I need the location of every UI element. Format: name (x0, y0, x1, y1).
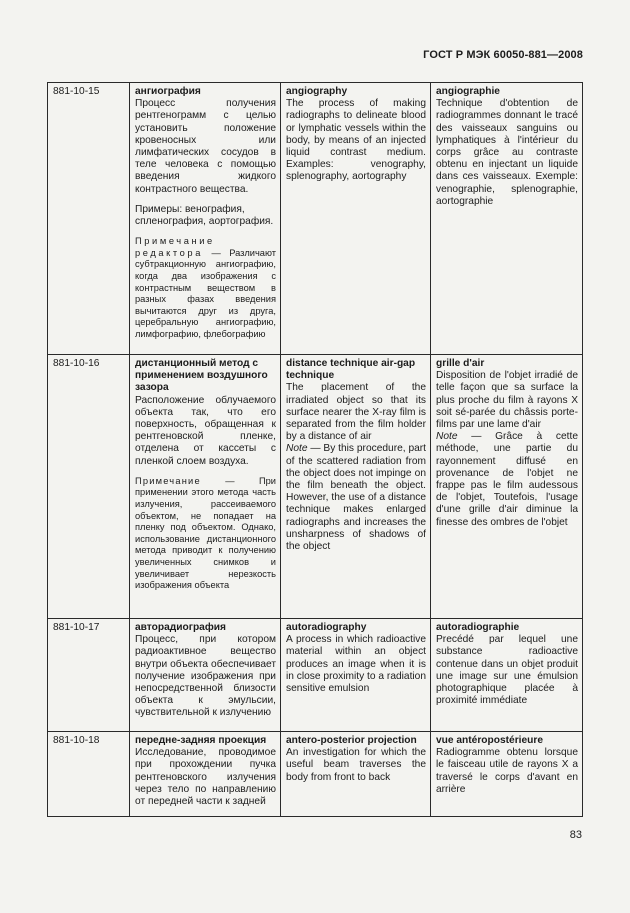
table-row (48, 355, 583, 619)
note-label: Примечание редактора (135, 236, 215, 258)
russian-cell (130, 355, 281, 619)
note-label: Примечание (135, 475, 201, 486)
term-fr: angiographie (436, 86, 500, 97)
term-number: 881-10-15 (48, 83, 130, 355)
term-en: antero-posterior projection (286, 735, 417, 746)
note-label: Note (436, 431, 458, 443)
term-fr: autoradiographie (436, 622, 520, 633)
term-number: 881-10-18 (48, 732, 130, 817)
term-fr: vue antéropostérieure (436, 735, 544, 746)
standard-designation: ГОСТ Р МЭК 60050-881—2008 (423, 49, 583, 61)
term-number: 881-10-16 (48, 355, 130, 619)
definition-fr: Radiogramme obtenu lorsque le faisceau utile de rayons X a traversé le corps d'avant en arrière (436, 747, 578, 795)
english-cell (281, 83, 431, 355)
note-en (286, 443, 426, 553)
term-number: 881-10-17 (48, 619, 130, 732)
definition-fr: Disposition de l'objet irradié de telle façon que sa surface la plus proche du film à rayons X soit sé-parée du châssis porte-films par une lame d'air (436, 370, 578, 431)
english-cell (281, 619, 431, 732)
note-text: — By this procedure, part of the scattered radiation from the object does not impinge on the film beneath the object. However, the use of a distance technique makes enlarged radiographs and increases the unsharpness of shadows of the object (286, 443, 426, 553)
definition-ru: Процесс получения рентгенограмм с целью установить положение кровеносных или лимфатических сосудов в теле человека с помощью введения жидкого контрастного вещества. (135, 98, 276, 195)
note-text: — Различают субтракционную ангиографию, когда два изображения с контрастным веществом в разных фазах введения вычитаются друг из друга, церебральную ангиографию, лимфографию, флебографию (135, 247, 276, 339)
term-ru: передне-задняя проекция (135, 735, 267, 746)
note-fr (436, 431, 578, 529)
terms-table (47, 82, 583, 817)
french-cell (431, 732, 583, 817)
definition-ru: Процесс, при котором радиоактивное вещество внутри объекта обеспечивает получение изображения при непосредственной близости объекта к эмульсии, чувствительной к излучению (135, 634, 276, 719)
definition-ru: Расположение облучаемого объекта так, что его поверхность, обращенная к рентгеновской пленке, отделена от кассеты с пленкой слоем воздуха. (135, 394, 276, 467)
note-text: — При применении этого метода часть излучения, рассеиваемого объектом, не попадает на пленку под объектом. Однако, использование дистанционного метода приводит к получению увеличенных снимков и увеличивает нерезкость изображения объекта (135, 475, 276, 591)
term-ru: дистанционный метод с применением воздушного зазора (135, 358, 268, 394)
french-cell (431, 83, 583, 355)
definition-ru: Исследование, проводимое при прохождении пучка рентгеновского излучения через тело по направлению от передней части к задней (135, 747, 276, 808)
definition-en: The process of making radiographs to delineate blood or lymphatic vessels within the body, by means of an injected liquid contrast medium. Examples: venography, splenography, aortography (286, 98, 426, 183)
term-en: angiography (286, 86, 348, 97)
term-ru: авторадиография (135, 622, 226, 633)
note-text: — Grâce à cette méthode, une partie du rayonnement diffusé en provenance de l'objet ne frappe pas le film audessous de l'objet, Toutefois, l'usage d'une grille d'air diminue la finesse des ombres de l'objet (436, 431, 578, 528)
table-row (48, 619, 583, 732)
term-en: distance technique air-gap technique (286, 358, 416, 382)
page-number: 83 (569, 829, 582, 841)
note-ru (135, 236, 276, 340)
table-row (48, 732, 583, 817)
examples-ru: Примеры: венография, спленография, аортография. (135, 203, 274, 228)
russian-cell (130, 619, 281, 732)
definition-en: The placement of the irradiated object so that its surface nearer the X-ray film is separated from the film holder by a distance of air (286, 382, 426, 443)
note-label: Note (286, 443, 308, 455)
english-cell (281, 732, 431, 817)
french-cell (431, 355, 583, 619)
term-fr: grille d'air (436, 358, 485, 369)
russian-cell (130, 83, 281, 355)
term-ru: ангиография (135, 86, 201, 97)
definition-fr: Technique d'obtention de radiogrammes donnant le tracé des vaisseaux sanguins ou lymphatiques à l'intérieur du corps grâce au contraste obtenu en injectant un liquide dans ces vaisseaux. Exemple: venographie, splenographie, aortographie (436, 98, 578, 207)
table-row (48, 83, 583, 355)
definition-en: A process in which radioactive material within an object produces an image when it is in close proximity to a radiation sensitive emulsion (286, 634, 426, 695)
note-ru (135, 476, 276, 592)
definition-en: An investigation for which the useful beam traverses the body from front to back (286, 747, 426, 783)
russian-cell (130, 732, 281, 817)
english-cell (281, 355, 431, 619)
french-cell (431, 619, 583, 732)
term-en: autoradiography (286, 622, 367, 633)
definition-fr: Precédé par lequel une substance radioactive contenue dans un objet produit une image sur une émulsion photographique placée à proximité immédiate (436, 634, 578, 707)
